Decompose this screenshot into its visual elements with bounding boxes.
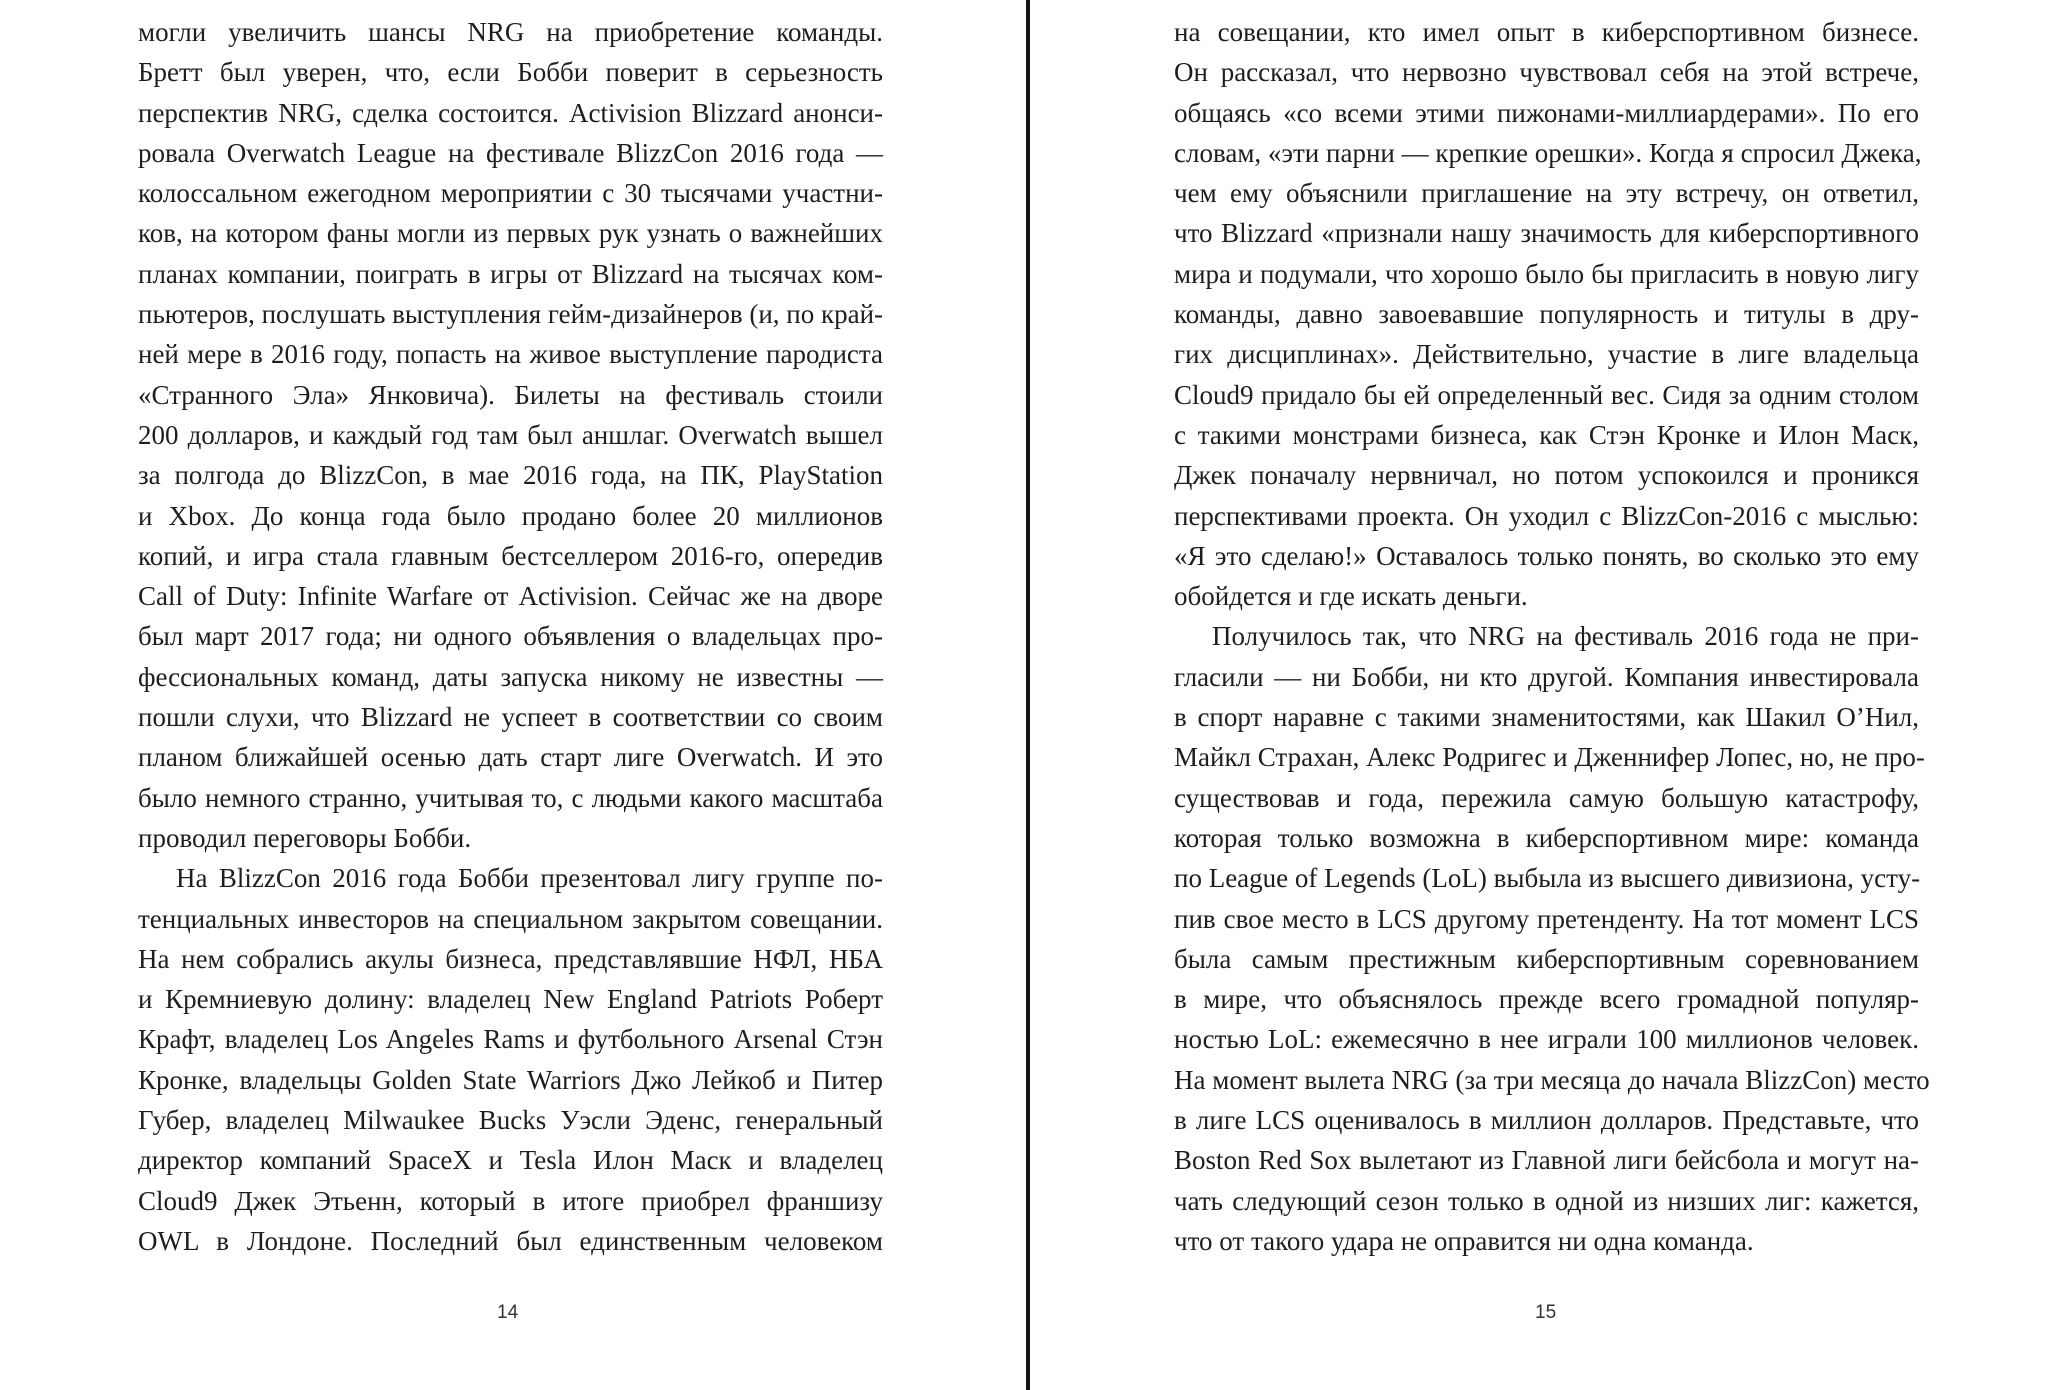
text-line: тенциальных инвесторов на специальном закрытом совещании. bbox=[138, 903, 883, 934]
text-line: Кронке, владельцы Golden State Warriors Джо Лейкоб и Питер bbox=[138, 1064, 883, 1095]
text-line: пив свое место в LCS другому претенденту. На тот момент LCS bbox=[1174, 903, 1919, 934]
text-line: Cloud9 придало бы ей определенный вес. Сидя за одним столом bbox=[1174, 379, 1919, 410]
right-page-number: 15 bbox=[1535, 1302, 1557, 1323]
text-line: в спорт наравне с такими знаменитостями, как Шакил О’Нил, bbox=[1174, 702, 1919, 733]
text-line: ней мере в 2016 году, попасть на живое выступление пародиста bbox=[138, 339, 883, 370]
text-line: ков, на котором фаны могли из первых рук узнать о важнейших bbox=[138, 218, 883, 249]
text-line: и Xbox. До конца года было продано более 20 миллионов bbox=[138, 500, 883, 531]
text-line: Он рассказал, что нервозно чувствовал себя на этой встрече, bbox=[1174, 57, 1919, 88]
text-line: Получилось так, что NRG на фестиваль 2016 года не при- bbox=[1212, 621, 1919, 652]
text-line: Call of Duty: Infinite Warfare от Activision. Сейчас же на дворе bbox=[138, 581, 883, 612]
text-line: перспективами проекта. Он уходил с BlizzCon-2016 с мыслью: bbox=[1174, 500, 1919, 531]
text-line: обойдется и где искать деньги. bbox=[1174, 581, 1528, 612]
text-line: общаясь «со всеми этими пижонами-миллиардерами». По его bbox=[1174, 97, 1919, 128]
text-line: команды, давно завоевавшие популярность и титулы в дру- bbox=[1174, 299, 1919, 330]
text-line: что от такого удара не оправится ни одна команда. bbox=[1174, 1225, 1754, 1256]
text-line: 200 долларов, и каждый год там был аншлаг. Overwatch вышел bbox=[138, 419, 883, 450]
text-line: было немного странно, учитывая то, с людьми какого масштаба bbox=[138, 782, 883, 813]
text-line: колоссальном ежегодном мероприятии с 30 тысячами участни- bbox=[138, 178, 883, 209]
left-page-number: 14 bbox=[497, 1302, 519, 1323]
text-line: копий, и игра стала главным бестселлером 2016-го, опередив bbox=[138, 540, 883, 571]
left-page bbox=[0, 0, 1026, 1390]
text-line: ровала Overwatch League на фестивале BlizzCon 2016 года — bbox=[138, 137, 883, 168]
text-line: в мире, что объяснялось прежде всего громадной популяр- bbox=[1174, 984, 1919, 1015]
text-line: Cloud9 Джек Этьенн, который в итоге приобрел франшизу bbox=[138, 1185, 883, 1216]
text-line: планом ближайшей осенью дать старт лиге Overwatch. И это bbox=[138, 742, 883, 773]
text-line: OWL в Лондоне. Последний был единственным человеком bbox=[138, 1225, 883, 1256]
text-line: пошли слухи, что Blizzard не успеет в соответствии со своим bbox=[138, 702, 883, 733]
text-line: планах компании, поиграть в игры от Blizzard на тысячах ком- bbox=[138, 258, 883, 289]
text-line: чем ему объяснили приглашение на эту встречу, он ответил, bbox=[1174, 178, 1919, 209]
text-line: На нем собрались акулы бизнеса, представлявшие НФЛ, НБА bbox=[138, 943, 883, 974]
text-line: Губер, владелец Milwaukee Bucks Уэсли Эденс, генеральный bbox=[138, 1105, 883, 1136]
text-line: могли увеличить шансы NRG на приобретение команды. bbox=[138, 17, 883, 47]
text-line: существовав и года, пережила самую большую катастрофу, bbox=[1174, 782, 1919, 813]
text-line: была самым престижным киберспортивным соревнованием bbox=[1174, 943, 1919, 974]
text-line: с такими монстрами бизнеса, как Стэн Кронке и Илон Маск, bbox=[1174, 419, 1919, 450]
text-line: фессиональных команд, даты запуска никому не известны — bbox=[138, 661, 883, 692]
text-line: На BlizzCon 2016 года Бобби презентовал лигу группе по- bbox=[176, 863, 883, 894]
text-line: был март 2017 года; ни одного объявления о владельцах про- bbox=[138, 621, 883, 652]
right-page bbox=[1030, 0, 2055, 1390]
text-line: в лиге LCS оценивалось в миллион долларов. Представьте, что bbox=[1174, 1105, 1919, 1136]
text-line: гих дисциплинах». Действительно, участие в лиге владельца bbox=[1174, 339, 1919, 370]
text-line: которая только возможна в киберспортивном мире: команда bbox=[1174, 822, 1919, 853]
text-line: словам, «эти парни — крепкие орешки». Когда я спросил Джека, bbox=[1174, 137, 1922, 168]
text-line: Крафт, владелец Los Angeles Rams и футбольного Arsenal Стэн bbox=[138, 1024, 883, 1055]
text-line: чать следующий сезон только в одной из низших лиг: кажется, bbox=[1174, 1185, 1919, 1216]
text-line: проводил переговоры Бобби. bbox=[138, 822, 472, 853]
text-line: «Странного Эла» Янковича). Билеты на фестиваль стоили bbox=[138, 379, 883, 410]
text-line: и Кремниевую долину: владелец New England Patriots Роберт bbox=[138, 984, 883, 1015]
text-line: ностью LoL: ежемесячно в нее играли 100 миллионов человек. bbox=[1174, 1024, 1919, 1055]
text-line: На момент вылета NRG (за три месяца до начала BlizzCon) место bbox=[1174, 1064, 1930, 1095]
text-line: что Blizzard «признали нашу значимость для киберспортивного bbox=[1174, 218, 1919, 249]
text-line: Boston Red Sox вылетают из Главной лиги бейсбола и могут на- bbox=[1174, 1145, 1919, 1176]
text-line: по League of Legends (LoL) выбыла из высшего дивизиона, усту- bbox=[1174, 863, 1921, 894]
text-line: «Я это сделаю!» Оставалось только понять, во сколько это ему bbox=[1174, 540, 1919, 571]
right-page-body bbox=[1174, 12, 1930, 1261]
text-line: Майкл Страхан, Алекс Родригес и Дженнифер Лопес, но, не про- bbox=[1174, 742, 1925, 773]
text-line: на совещании, кто имел опыт в киберспортивном бизнесе. bbox=[1174, 17, 1919, 47]
text-line: Бретт был уверен, что, если Бобби поверит в серьезность bbox=[138, 57, 883, 88]
text-line: мира и подумали, что хорошо было бы пригласить в новую лигу bbox=[1174, 258, 1919, 289]
text-line: пьютеров, послушать выступления гейм-дизайнеров (и, по край- bbox=[138, 299, 884, 330]
left-page-body bbox=[138, 12, 883, 1261]
text-line: Джек поначалу нервничал, но потом успокоился и проникся bbox=[1174, 460, 1919, 491]
text-line: директор компаний SpaceX и Tesla Илон Маск и владелец bbox=[138, 1145, 883, 1176]
text-line: перспектив NRG, сделка состоится. Activision Blizzard анонси- bbox=[138, 97, 883, 128]
text-line: гласили — ни Бобби, ни кто другой. Компания инвестировала bbox=[1174, 661, 1919, 692]
text-line: за полгода до BlizzCon, в мае 2016 года, на ПК, PlayStation bbox=[138, 460, 883, 491]
